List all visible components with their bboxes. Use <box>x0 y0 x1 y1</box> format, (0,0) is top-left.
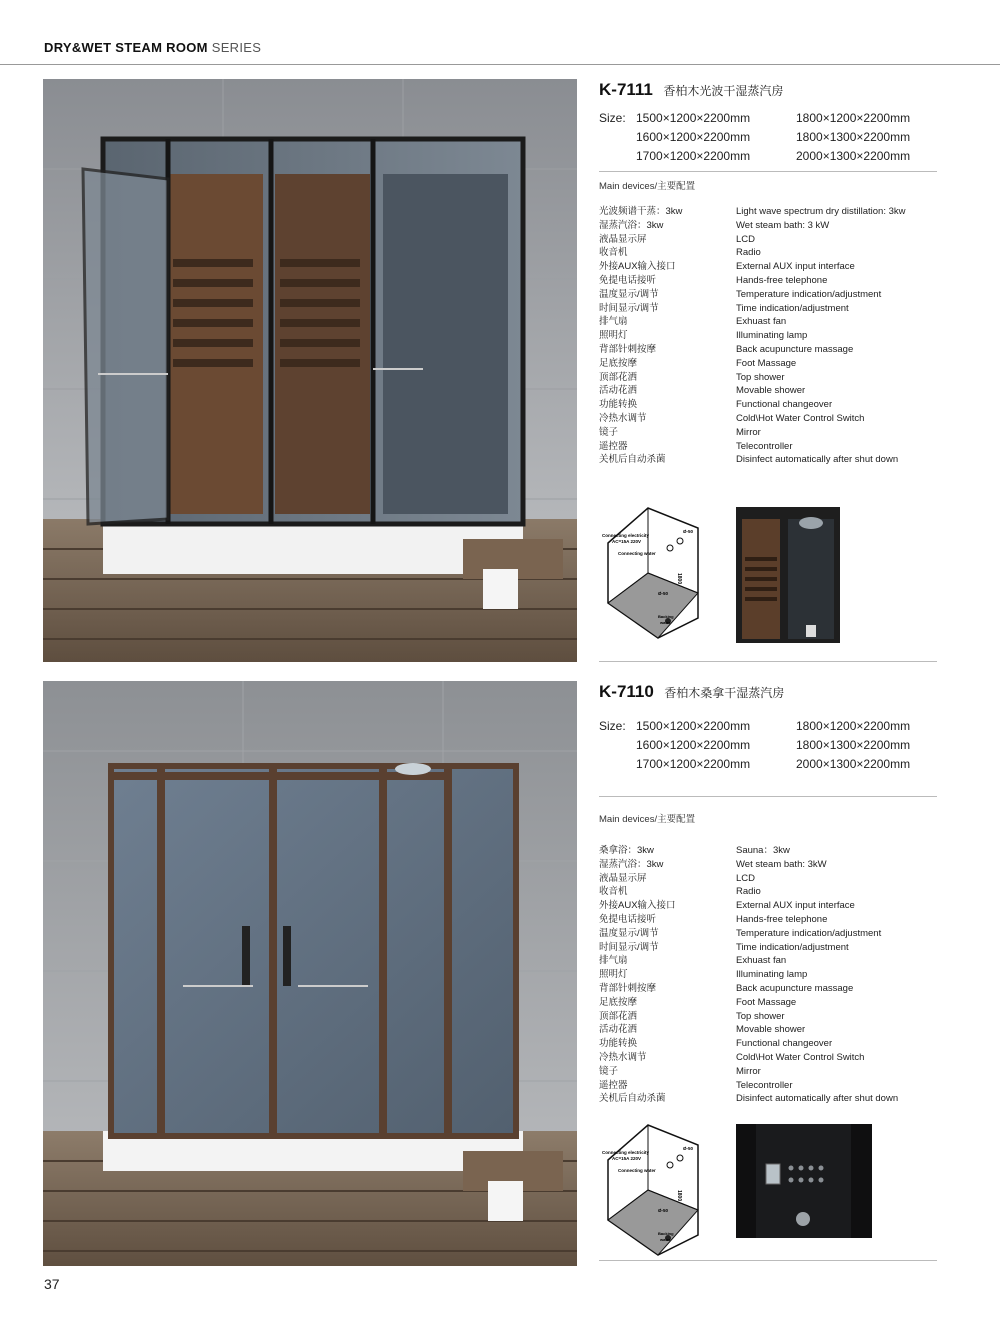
device-cn: 光波频谱干蒸：3kw <box>599 206 683 217</box>
device-cn: 遥控器 <box>599 1079 628 1091</box>
devices-title: Main devices/主要配置 <box>599 814 696 825</box>
device-en: Foot Massage <box>736 357 797 369</box>
device-en: Functional changeover <box>736 1038 833 1050</box>
device-en: Illuminating lamp <box>736 330 808 342</box>
device-cn: 排气扇 <box>599 955 628 967</box>
device-cn: 时间显示/调节 <box>599 941 659 953</box>
size-item: 1800×1300×2200mm <box>796 738 911 752</box>
diagram-label: AC=15A 220V <box>612 1156 641 1161</box>
model-name-cn: 香柏木光波干湿蒸汽房 <box>663 84 784 98</box>
device-cn: 功能转换 <box>599 399 638 411</box>
device-en: Wet steam bath: 3kW <box>736 858 827 870</box>
size-item: 1500×1200×2200mm <box>636 719 751 733</box>
device-cn: 顶部花洒 <box>599 1010 638 1022</box>
size-item: 1800×1300×2200mm <box>796 130 911 144</box>
devices-en-list <box>736 844 898 1106</box>
device-cn: 遥控器 <box>599 440 628 452</box>
diagram-label: Ø-50 <box>683 529 694 534</box>
sizes-label: Size: <box>599 111 626 125</box>
interior-thumbnail <box>736 507 840 643</box>
device-en: LCD <box>736 233 756 245</box>
diagram-label: AC=15A 220V <box>612 539 641 544</box>
device-en: Hands-free telephone <box>736 274 828 286</box>
device-cn: 时间显示/调节 <box>599 302 659 314</box>
size-item: 1600×1200×2200mm <box>636 130 751 144</box>
product-divider <box>599 1260 937 1261</box>
device-en: Telecontroller <box>736 1079 793 1091</box>
device-cn: 功能转换 <box>599 1038 638 1050</box>
device-cn: 液晶显示屏 <box>599 233 647 245</box>
device-cn: 液晶显示屏 <box>599 872 647 884</box>
series-header <box>44 40 261 55</box>
control-panel-thumbnail <box>736 1124 872 1238</box>
device-en: Radio <box>736 886 761 898</box>
device-en: LCD <box>736 872 756 884</box>
device-en: Top shower <box>736 1010 785 1022</box>
device-en: Foot Massage <box>736 996 797 1008</box>
model-number: K-7110 <box>599 682 654 701</box>
diagram-label: Ø-50 <box>658 1208 669 1213</box>
device-en: Exhuast fan <box>736 316 787 328</box>
device-cn: 关机后自动杀菌 <box>599 1093 666 1105</box>
device-en: Top shower <box>736 371 785 383</box>
device-cn: 镜子 <box>599 426 619 438</box>
device-cn: 免提电话接听 <box>599 913 657 925</box>
size-item: 1700×1200×2200mm <box>636 149 751 163</box>
device-en: Back acupuncture massage <box>736 982 854 994</box>
diagram-label: Backing <box>658 614 674 619</box>
device-en: Illuminating lamp <box>736 969 808 981</box>
device-cn: 背部针刺按摩 <box>599 982 657 994</box>
series-title: DRY&WET STEAM ROOM <box>44 40 208 55</box>
diagram-label: water <box>660 1237 671 1242</box>
device-cn: 收音机 <box>599 247 628 259</box>
device-cn: 冷热水调节 <box>599 1051 647 1063</box>
installation-diagram <box>598 1120 708 1260</box>
header-divider <box>0 64 1000 65</box>
devices-en-list <box>736 205 906 467</box>
diagram-label: Backing <box>658 1231 674 1236</box>
device-cn: 活动花洒 <box>599 385 638 397</box>
device-en: Temperature indication/adjustment <box>736 927 882 939</box>
device-cn: 照明灯 <box>599 969 628 981</box>
diagram-label: Connecting water <box>618 551 656 556</box>
device-en: Movable shower <box>736 385 806 397</box>
device-cn: 外接AUX输入接口 <box>599 261 676 273</box>
section-divider <box>599 796 937 797</box>
device-cn: 冷热水调节 <box>599 412 647 424</box>
page-number: 37 <box>44 1276 60 1292</box>
model-number: K-7111 <box>599 80 653 99</box>
sizes-left-list <box>636 717 750 774</box>
size-item: 1700×1200×2200mm <box>636 757 751 771</box>
device-en: Cold\Hot Water Control Switch <box>736 1051 865 1063</box>
device-en: Temperature indication/adjustment <box>736 288 882 300</box>
product-info-k7110 <box>599 682 937 702</box>
device-en: Disinfect automatically after shut down <box>736 454 899 466</box>
diagram-label: Ø-50 <box>658 591 669 596</box>
sizes-right-list <box>796 717 910 774</box>
diagram-label: Ø-50 <box>683 1146 694 1151</box>
device-en: Light wave spectrum dry distillation: 3kw <box>736 206 906 217</box>
device-cn: 照明灯 <box>599 330 628 342</box>
diagram-label: Connecting water <box>618 1168 656 1173</box>
product-photo-k7110 <box>43 681 577 1266</box>
device-en: Radio <box>736 247 761 259</box>
device-cn: 温度显示/调节 <box>599 288 659 300</box>
devices-cn-list <box>599 844 676 1106</box>
diagram-label: 1800 <box>676 573 682 585</box>
device-en: External AUX input interface <box>736 261 855 273</box>
device-en: Hands-free telephone <box>736 913 828 925</box>
devices-cn-list <box>599 205 682 467</box>
device-cn: 湿蒸汽浴：3kw <box>599 858 664 870</box>
devices-title: Main devices/主要配置 <box>599 181 696 192</box>
device-cn: 足底按摩 <box>599 357 638 369</box>
device-en: Cold\Hot Water Control Switch <box>736 412 865 424</box>
diagram-label: Connecting electricity <box>602 1150 650 1155</box>
size-item: 1800×1200×2200mm <box>796 719 911 733</box>
device-en: Time indication/adjustment <box>736 941 849 953</box>
device-cn: 温度显示/调节 <box>599 927 659 939</box>
device-en: Functional changeover <box>736 399 833 411</box>
device-cn: 外接AUX输入接口 <box>599 900 676 912</box>
size-item: 1600×1200×2200mm <box>636 738 751 752</box>
diagram-label: 1800 <box>676 1190 682 1202</box>
device-cn: 活动花洒 <box>599 1024 638 1036</box>
device-cn: 背部针刺按摩 <box>599 343 657 355</box>
sizes-left-list <box>636 109 750 166</box>
series-suffix: SERIES <box>211 40 262 55</box>
sizes-right-list <box>796 109 910 166</box>
device-cn: 顶部花洒 <box>599 371 638 383</box>
device-cn: 湿蒸汽浴：3kw <box>599 219 664 231</box>
device-cn: 足底按摩 <box>599 996 638 1008</box>
model-name-cn: 香柏木桑拿干湿蒸汽房 <box>664 686 785 700</box>
device-cn: 免提电话接听 <box>599 274 657 286</box>
device-en: Back acupuncture massage <box>736 343 854 355</box>
installation-diagram <box>598 503 708 643</box>
device-en: Disinfect automatically after shut down <box>736 1093 899 1105</box>
device-cn: 桑拿浴：3kw <box>599 845 654 856</box>
device-en: Time indication/adjustment <box>736 302 849 314</box>
device-en: Mirror <box>736 426 761 438</box>
sizes-label: Size: <box>599 719 626 733</box>
device-en: Telecontroller <box>736 440 793 452</box>
device-en: Exhuast fan <box>736 955 787 967</box>
size-item: 1500×1200×2200mm <box>636 111 751 125</box>
size-item: 1800×1200×2200mm <box>796 111 911 125</box>
size-item: 2000×1300×2200mm <box>796 149 911 163</box>
device-en: External AUX input interface <box>736 900 855 912</box>
product-photo-k7111 <box>43 79 577 662</box>
size-item: 2000×1300×2200mm <box>796 757 911 771</box>
section-divider <box>599 171 937 172</box>
device-en: Mirror <box>736 1065 761 1077</box>
device-cn: 收音机 <box>599 886 628 898</box>
device-cn: 关机后自动杀菌 <box>599 454 666 466</box>
device-en: Wet steam bath: 3 kW <box>736 219 830 231</box>
device-cn: 排气扇 <box>599 316 628 328</box>
product-divider <box>599 661 937 662</box>
diagram-label: water <box>660 620 671 625</box>
device-cn: 镜子 <box>599 1065 619 1077</box>
product-info-k7111 <box>599 80 937 100</box>
device-en: Movable shower <box>736 1024 806 1036</box>
device-en: Sauna：3kw <box>736 845 790 856</box>
diagram-label: Connecting electricity <box>602 533 650 538</box>
